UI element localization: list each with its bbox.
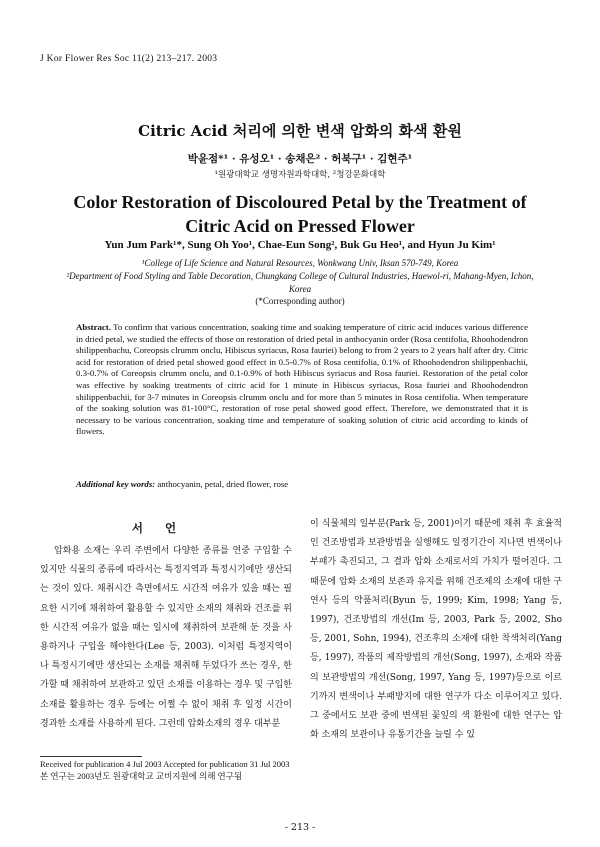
english-affiliations (60, 257, 540, 296)
footnote-divider (40, 756, 142, 757)
footnote (40, 758, 290, 782)
korean-authors: 박윤점*¹ · 유성오¹ · 송채은² · 허북구¹ · 김현주¹ (187, 153, 413, 165)
english-title: Color Restoration of Discoloured Petal by the Treatment of Citric Acid on Pressed Flower (73, 192, 527, 236)
body-column-right: 이 식물체의 일부분(Park 등, 2001)이기 때문에 채취 후 효율적인 건조방법과 보관방법을 실행해도 일정기간이 지나면 변색이나 부패가 촉진되고, 그 결과 압화 소재로서의 가치가 떨어진다. 그 때문에 압화 소재의 보존과 유지를 위해 건조제의 소재에 대한 구연사 등의 약품처리(Byun 등, 1999; Kim, 1998; Yang 등, 1997), 건조방법의 개선(Im 등, 2003, Park 등, 2002, Sho 등, 2001, Sohn, 1994), 건조후의 소재에 대한 착색처리(Yang 등, 1997), 작품의 제작방법의 개선(Song, 1997), 소재와 작품의 보관방법의 개선(Song, 1997, Yang 등, 1997)등으로 이르기까지 변색이나 부패방지에 대한 연구가 다소 이루어지고 있다. 그 중에서도 보관 중에 변색된 꽃잎의 색 환원에 대한 연구는 압화 소재의 보관이나 유통기간을 늘릴 수 있 (310, 519, 562, 741)
abstract (76, 322, 528, 438)
affiliation-1: ¹College of Life Science and Natural Resources, Wonkwang Univ, Iksan 570-749, Korea (141, 258, 459, 268)
abstract-text: To confirm that various concentration, soaking time and soaking temperature of citric acid induces various difference in dried petal, we studied the effects of those on restoration of dried petal in anthocyanin order (Rosa centifolia, Rhoohodendron shilippenbachu, Coreopsis clrumm onclu, Hibiscus syriacus, Rosa fauriei) belong to from 2 years to 2 years half after dry. Citric acid for restoration of dried petal showed good effect in 0.5-0.7% of Rosa centifolia, 0.1% of Rhoohodendron shilippenbachii, 0.3-0.7% of Coreopsis clrumm onclu, and 0.1-0.9% of both Hibiscus syriacus and Rosa fauriei. Restoration of the petal color was effective by soaking treatments of citric acid for 1 minute in Hibiscus syriacus, Rosa fauriei and Rhoohodendron shilippenbachii, for 3-7 minutes in Coreopsis clrumm onclu and for more than 5 minutes in Rosa centifolia. When temperature of the soaking solution was 81-100°C, restoration of rose petal showed good effect. Therefore, we demonstrated that it is necessary to be various concentration, soaking time and temperature of soaking solution of citric acid according to kinds of flowers. (76, 322, 528, 437)
corresponding-author-note: (*Corresponding author) (255, 296, 345, 306)
journal-citation: J Kor Flower Res Soc 11(2) 213–217. 2003 (40, 54, 218, 64)
english-authors: Yun Jum Park¹*, Sung Oh Yoo¹, Chae-Eun Song², Buk Gu Heo¹, and Hyun Ju Kim¹ (104, 239, 496, 251)
korean-affiliation: ¹원광대학교 생명자원과학대학, ²청강문화대학 (214, 170, 386, 180)
funding-note: 본 연구는 2003년도 원광대학교 교비지원에 의해 연구됨 (40, 771, 243, 781)
affiliation-2: ²Department of Food Styling and Table Decoration, Chungkang College of Cultural Industries, Haewol-ri, Mahang-Myen, Ichon, Korea (66, 271, 534, 294)
received-dates: Received for publication 4 Jul 2003 Accepted for publication 31 Jul 2003 (40, 759, 290, 769)
body-column-left: 압화용 소재는 우리 주변에서 다양한 종류를 연중 구입할 수 있지만 식물의 종류에 따라서는 특정지역과 특정시기에만 생산되는 것이 있다. 채취시간 측면에서도 시간적 여유가 있을 때는 필요한 시기에 채취하여 활용할 수 있지만 소재의 채취와 건조를 위한 시간적 여유가 없을 때는 일시에 채취하여 보관해 둔 것을 사용하거나 구입을 해야한다(Lee 등, 2003). 이처럼 특정지역이나 특정시기에만 생산되는 소재를 채취해 두었다가 쓰는 경우, 한가할 때 채취하여 보관하고 있던 소재를 이용하는 경우 및 구입한 소재를 활용하는 경우 등에는 어쩔 수 없이 채취 후 일정 시간이 경과한 소재를 사용하게 된다. 그런데 압화소재의 경우 대부분 (40, 546, 292, 729)
keywords-text: anthocyanin, petal, dried flower, rose (157, 479, 289, 489)
keywords (76, 479, 528, 489)
page-number: - 213 - (284, 822, 316, 833)
keywords-label: Additional key words: (76, 479, 156, 489)
korean-title: Citric Acid 처리에 의한 변색 압화의 화색 환원 (138, 122, 462, 140)
section-heading-introduction: 서언 (131, 521, 199, 535)
abstract-label: Abstract. (76, 322, 111, 332)
